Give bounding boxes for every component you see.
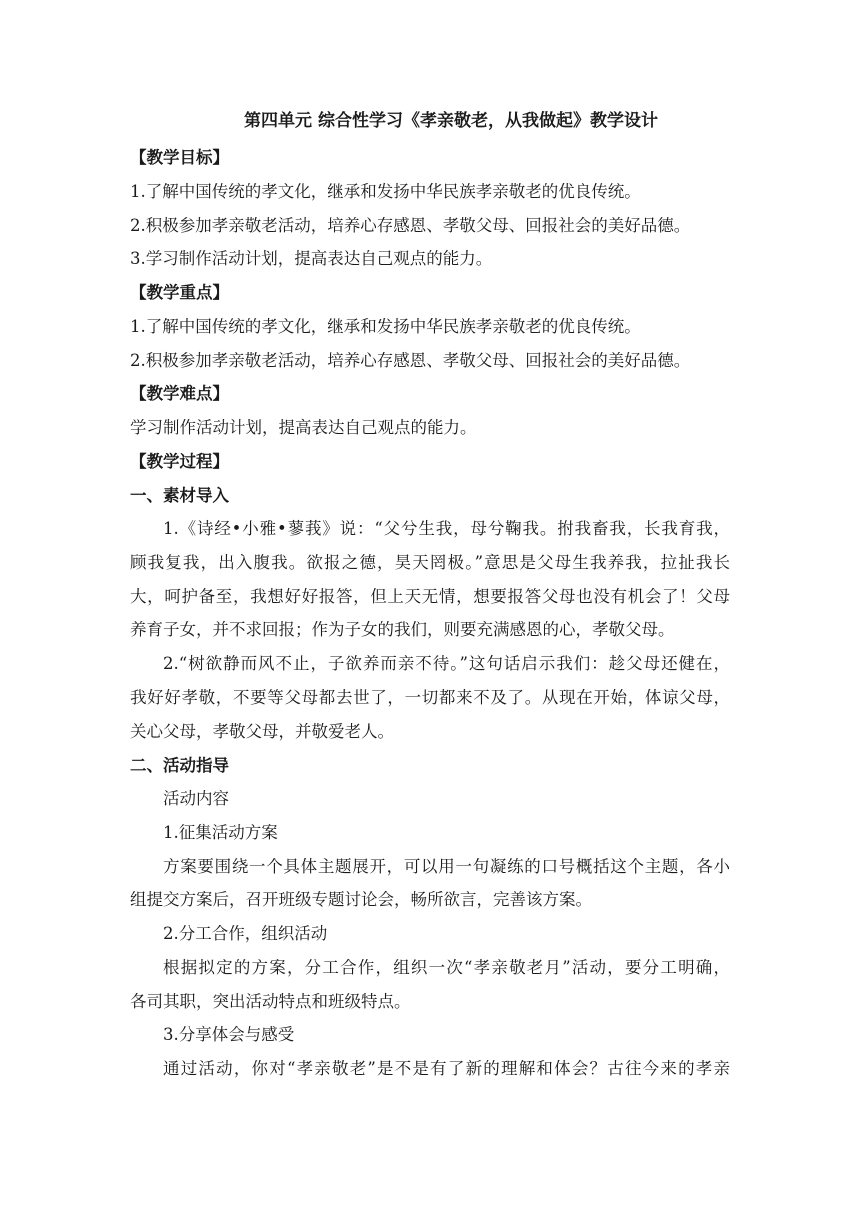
objective-item: 1.了解中国传统的孝文化，继承和发扬中华民族孝亲敬老的优良传统。 [130,182,641,201]
document-title: 第四单元 综合性学习《孝亲敬老，从我做起》教学设计 [244,111,658,131]
key-point-item: 1.了解中国传统的孝文化，继承和发扬中华民族孝亲敬老的优良传统。 [130,317,641,336]
paragraph-line: 顾我复我，出入腹我。欲报之德，昊天罔极。”意思是父母生我养我，拉扯我长 [130,553,730,572]
paragraph-line: 关心父母，孝敬父母，并敬爱老人。 [130,722,394,741]
paragraph-line: 根据拟定的方案，分工合作，组织一次“孝亲敬老月”活动，要分工明确， [163,958,730,977]
key-point-item: 2.积极参加孝亲敬老活动，培养心存感恩、孝敬父母、回报社会的美好品德。 [130,351,691,370]
step-title: 3.分享体会与感受 [163,1025,295,1044]
objectives-heading: 【教学目标】 [130,148,229,167]
step-title: 2.分工合作，组织活动 [163,924,328,943]
difficulties-heading: 【教学难点】 [130,384,229,403]
objective-item: 3.学习制作活动计划，提高表达自己观点的能力。 [130,249,493,268]
paragraph-line: 组提交方案后，召开班级专题讨论会，畅所欲言，完善该方案。 [130,890,592,909]
paragraph-line: 通过活动，你对“孝亲敬老”是不是有了新的理解和体会？古往今来的孝亲 [163,1059,730,1078]
key-points-heading: 【教学重点】 [130,283,229,302]
section2-heading: 二、活动指导 [130,756,229,775]
objective-item: 2.积极参加孝亲敬老活动，培养心存感恩、孝敬父母、回报社会的美好品德。 [130,216,691,235]
process-heading: 【教学过程】 [130,452,229,471]
paragraph-line: 1.《诗经•小雅•蓼莪》说：“父兮生我，母兮鞠我。拊我畜我，长我育我， [163,519,730,538]
paragraph-line: 大，呵护备至，我想好好报答，但上天无情，想要报答父母也没有机会了！父母 [130,587,730,606]
paragraph-line: 方案要围绕一个具体主题展开，可以用一句凝练的口号概括这个主题，各小 [163,857,730,876]
activity-content-label: 活动内容 [163,789,229,808]
paragraph-line: 各司其职，突出活动特点和班级特点。 [130,992,411,1011]
step-title: 1.征集活动方案 [163,823,278,842]
paragraph-line: 2.“树欲静而风不止，子欲养而亲不待。”这句话启示我们：趁父母还健在， [163,654,730,673]
section1-heading: 一、素材导入 [130,486,229,505]
difficulties-text: 学习制作活动计划，提高表达自己观点的能力。 [130,418,477,437]
paragraph-line: 养育子女，并不求回报；作为子女的我们，则要充满感恩的心，孝敬父母。 [130,620,675,639]
paragraph-line: 我好好孝敬，不要等父母都去世了，一切都来不及了。从现在开始，体谅父母， [130,688,730,707]
